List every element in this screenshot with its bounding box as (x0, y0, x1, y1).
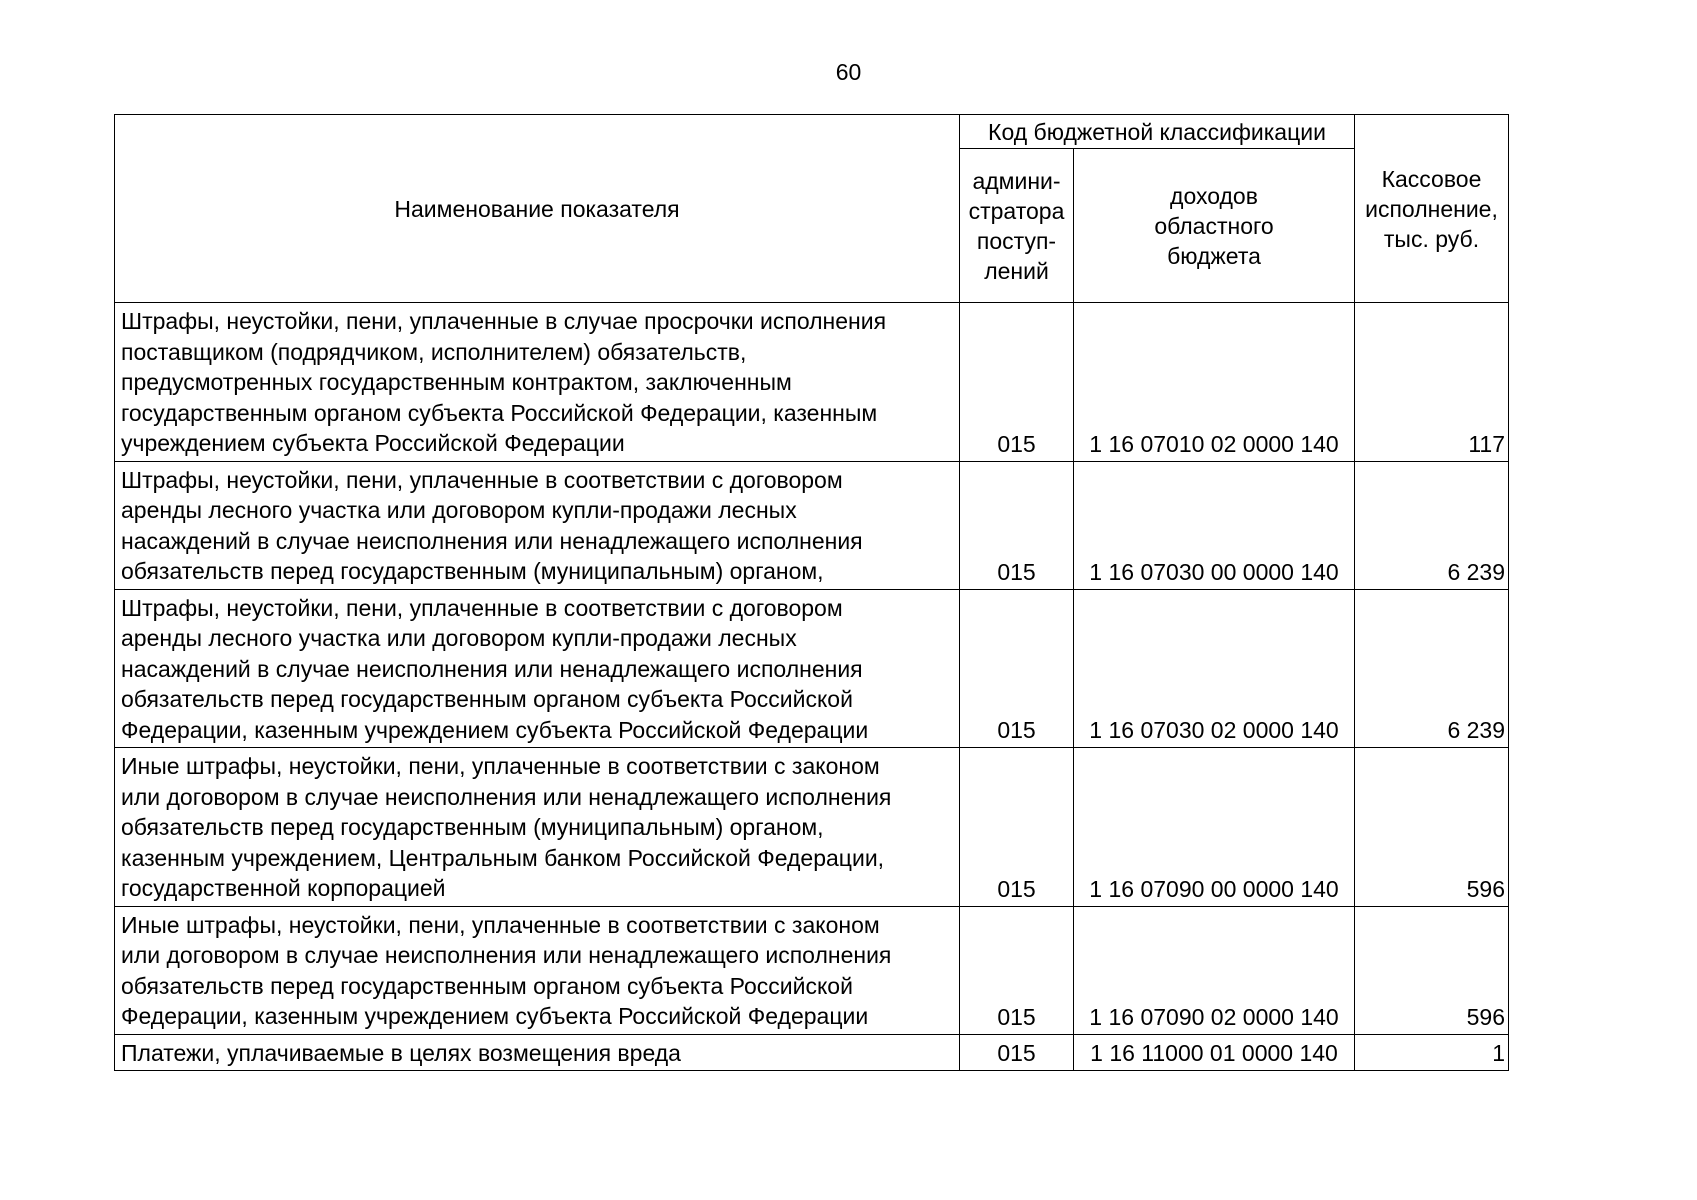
indicator-name-line: обязательств перед государственным органом субъекта Российской (121, 972, 853, 999)
indicator-name-line: государственным органом субъекта Российской Федерации, казенным (121, 399, 878, 426)
indicator-name-line: насаждений в случае неисполнения или ненадлежащего исполнения (121, 655, 863, 682)
header-admin-line: лений (984, 257, 1049, 284)
indicator-name-line: поставщиком (подрядчиком, исполнителем) обязательств, (121, 338, 747, 365)
table-body (115, 303, 1509, 1071)
indicator-name-line: государственной корпорацией (121, 875, 446, 901)
header-admin (960, 149, 1074, 303)
amount-cell: 596 (1355, 906, 1509, 1034)
indicator-name-cell (115, 1034, 960, 1071)
amount-cell: 1 (1355, 1034, 1509, 1071)
indicator-name-line: обязательств перед государственным (муниципальным) органом, (121, 558, 824, 584)
income-code-cell: 1 16 07030 00 0000 140 (1074, 461, 1355, 589)
table-header (115, 115, 1509, 303)
table-row (115, 303, 1509, 462)
income-code-cell: 1 16 07090 00 0000 140 (1074, 748, 1355, 907)
admin-code-cell: 015 (960, 748, 1074, 907)
indicator-name-line: аренды лесного участка или договором купли-продажи лесных (121, 625, 797, 651)
indicator-name-cell (115, 303, 960, 462)
header-amount-line: Кассовое (1381, 165, 1482, 192)
indicator-name-line: Штрафы, неустойки, пени, уплаченные в соответствии с договором (121, 466, 843, 493)
header-income (1074, 149, 1355, 303)
amount-cell: 6 239 (1355, 461, 1509, 589)
table-row (115, 589, 1509, 748)
income-code-cell: 1 16 11000 01 0000 140 (1074, 1034, 1355, 1071)
header-amount-line: тыс. руб. (1383, 225, 1480, 252)
indicator-name-line: Штрафы, неустойки, пени, уплаченные в случае просрочки исполнения (121, 308, 887, 334)
budget-table (114, 114, 1509, 1071)
indicator-name-line: насаждений в случае неисполнения или ненадлежащего исполнения (121, 527, 863, 554)
indicator-name-line: Штрафы, неустойки, пени, уплаченные в соответствии с договором (121, 594, 843, 621)
admin-code-cell: 015 (960, 906, 1074, 1034)
indicator-name-line: Иные штрафы, неустойки, пени, уплаченные в соответствии с законом (121, 753, 880, 779)
indicator-name-cell (115, 748, 960, 907)
indicator-name-line: Платежи, уплачиваемые в целях возмещения вреда (121, 1039, 681, 1066)
header-admin-line: стратора (968, 197, 1065, 224)
indicator-name-cell (115, 589, 960, 748)
indicator-name-line: Иные штрафы, неустойки, пени, уплаченные в соответствии с законом (121, 911, 880, 938)
header-income-line: доходов (1170, 182, 1258, 209)
admin-code-cell: 015 (960, 303, 1074, 462)
header-income-line: областного (1154, 212, 1274, 239)
indicator-name-cell (115, 461, 960, 589)
income-code-cell: 1 16 07030 02 0000 140 (1074, 589, 1355, 748)
indicator-name-line: или договором в случае неисполнения или ненадлежащего исполнения (121, 942, 892, 968)
indicator-name-line: Федерации, казенным учреждением субъекта Российской Федерации (121, 1003, 869, 1029)
admin-code-cell: 015 (960, 589, 1074, 748)
header-name: Наименование показателя (115, 115, 960, 303)
amount-cell: 6 239 (1355, 589, 1509, 748)
header-budget-code-group: Код бюджетной классификации (960, 115, 1355, 149)
indicator-name-line: или договором в случае неисполнения или ненадлежащего исполнения (121, 783, 892, 810)
header-admin-line: админи- (972, 167, 1061, 194)
indicator-name-line: учреждением субъекта Российской Федерации (121, 430, 625, 456)
header-admin-line: поступ- (976, 227, 1057, 254)
income-code-cell: 1 16 07090 02 0000 140 (1074, 906, 1355, 1034)
header-amount (1355, 115, 1509, 303)
indicator-name-line: аренды лесного участка или договором купли-продажи лесных (121, 497, 797, 523)
header-income-line: бюджета (1167, 242, 1261, 269)
indicator-name-line: обязательств перед государственным (муниципальным) органом, (121, 814, 824, 840)
indicator-name-line: предусмотренных государственным контрактом, заключенным (121, 369, 792, 395)
page-number: 60 (835, 59, 862, 85)
indicator-name-cell (115, 906, 960, 1034)
admin-code-cell: 015 (960, 461, 1074, 589)
indicator-name-line: обязательств перед государственным органом субъекта Российской (121, 686, 853, 712)
header-amount-line: исполнение, (1365, 195, 1498, 222)
amount-cell: 596 (1355, 748, 1509, 907)
income-code-cell: 1 16 07010 02 0000 140 (1074, 303, 1355, 462)
indicator-name-line: Федерации, казенным учреждением субъекта Российской Федерации (121, 716, 869, 743)
table-row (115, 748, 1509, 907)
indicator-name-line: казенным учреждением, Центральным банком Российской Федерации, (121, 844, 885, 871)
admin-code-cell: 015 (960, 1034, 1074, 1071)
table-row (115, 906, 1509, 1034)
table-row (115, 1034, 1509, 1071)
amount-cell: 117 (1355, 303, 1509, 462)
table-row (115, 461, 1509, 589)
